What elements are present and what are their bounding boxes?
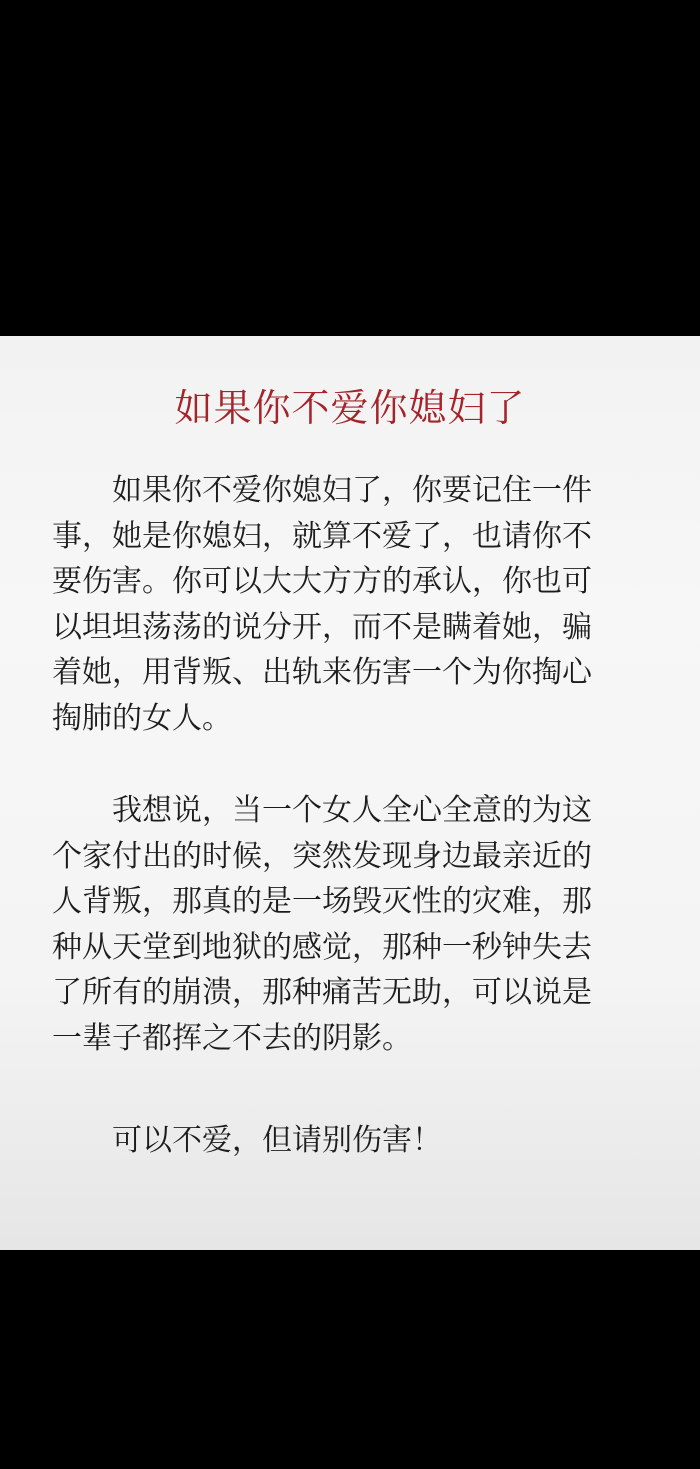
paragraph-line: 以坦坦荡荡的说分开，而不是瞒着她，骗 [52,609,592,645]
paragraph-line: 个家付出的时候，突然发现身边最亲近的 [52,838,592,874]
article-page [0,336,700,1250]
paragraph-line: 可以不爱，但请别伤害！ [112,1123,442,1158]
paragraph-1 [52,468,652,742]
paragraph-line: 如果你不爱你媳妇了，你要记住一件 [112,473,592,508]
paragraph-line: 事，她是你媳妇，就算不爱了，也请你不 [52,518,592,554]
paragraph-line: 着她，用背叛、出轨来伤害一个为你掏心 [52,655,592,691]
paragraph-line: 种从天堂到地狱的感觉，那种一秒钟失去 [52,929,592,965]
top-letterbox [0,0,700,336]
paragraph-line: 要伤害。你可以大大方方的承认，你也可 [52,564,592,600]
article-title: 如果你不爱你媳妇了 [174,386,526,430]
bottom-letterbox [0,1250,700,1469]
paragraph-line: 我想说，当一个女人全心全意的为这 [112,793,592,828]
paragraph-line: 人背叛，那真的是一场毁灭性的灾难，那 [52,884,592,920]
paragraph-3 [52,1118,652,1164]
paragraph-line: 一辈子都挥之不去的阴影。 [52,1020,412,1056]
paragraph-line: 掏肺的女人。 [52,700,232,736]
paragraph-2 [52,788,652,1062]
paragraph-line: 了所有的崩溃，那种痛苦无助，可以说是 [52,975,592,1011]
